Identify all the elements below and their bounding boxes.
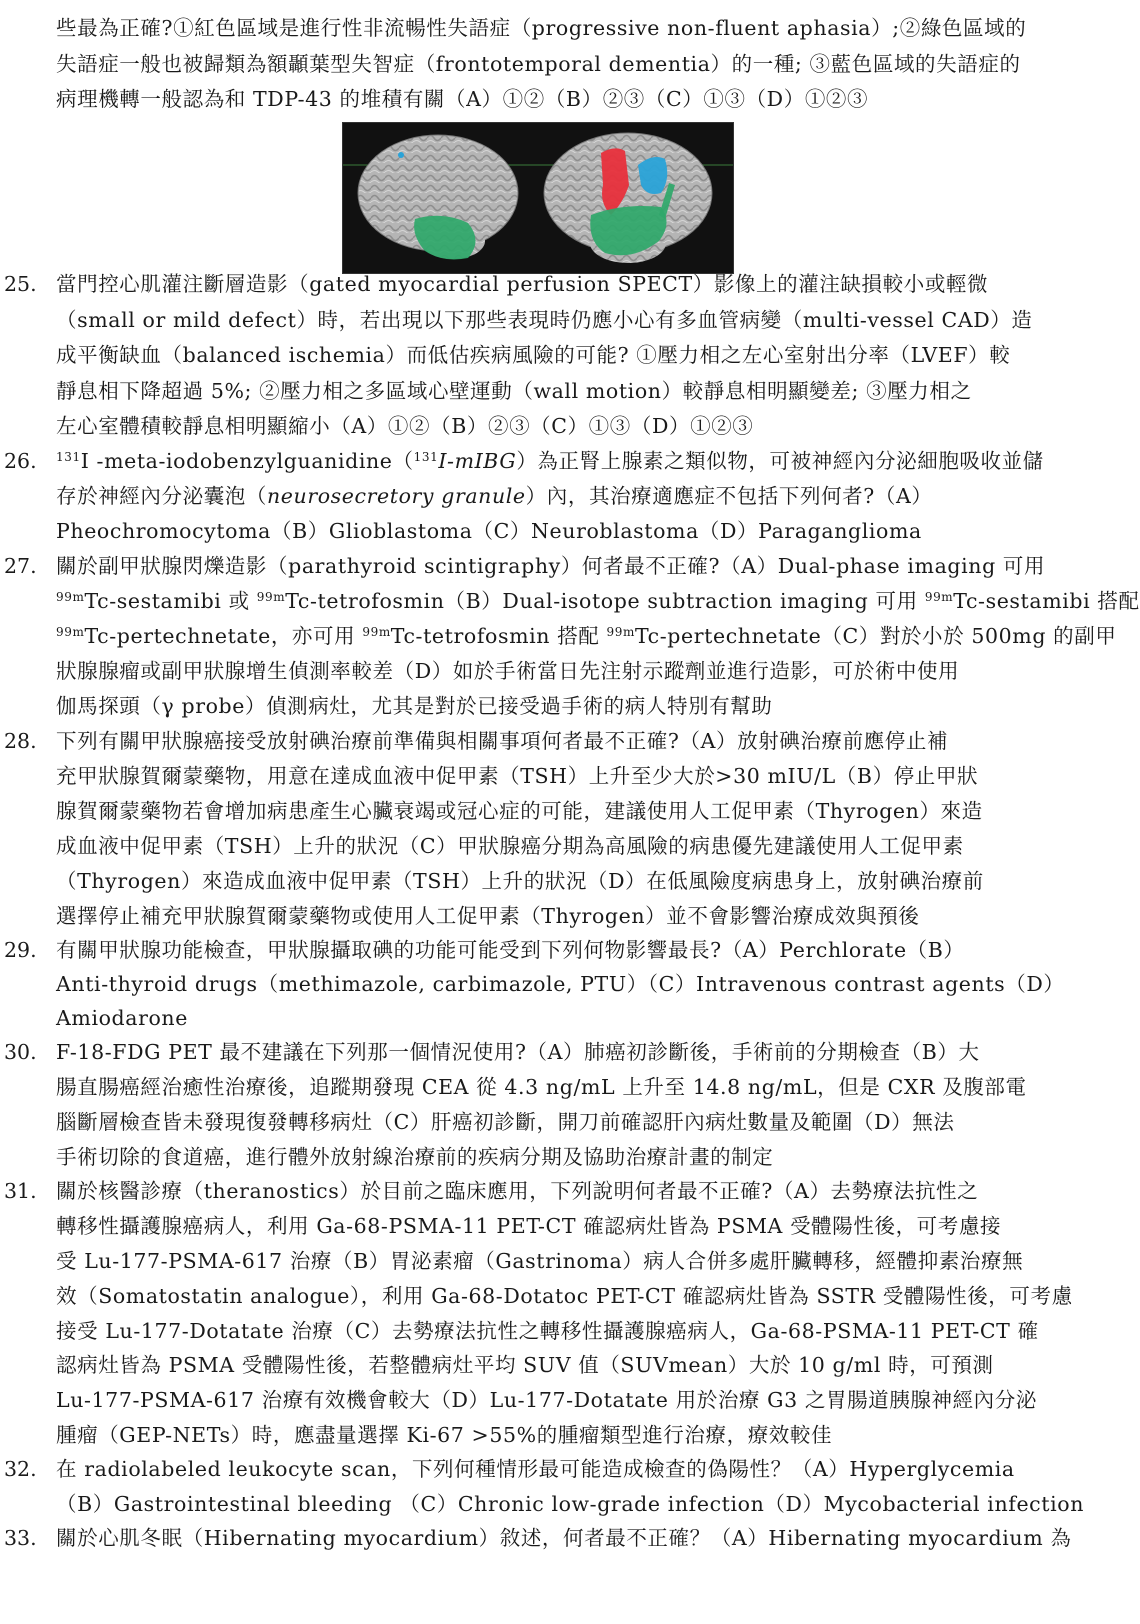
question-number: 32. xyxy=(4,1457,37,1481)
left-hemisphere xyxy=(358,135,518,259)
text-line: 左心室體積較靜息相明顯縮小（A）①②（B）②③（C）①③（D）①②③ xyxy=(56,414,754,438)
text-line: （Thyrogen）來造成血液中促甲素（TSH）上升的狀況（D）在低風險度病患身上，放射碘治療前 xyxy=(56,869,984,893)
text-line: （small or mild defect）時，若出現以下那些表現時仍應小心有多血管病變（multi-vessel CAD）造 xyxy=(56,308,1033,332)
text-line: 受 Lu-177-PSMA-617 治療（B）胃泌素瘤（Gastrinoma）病人合併多處肝臟轉移，經體抑素治療無 xyxy=(56,1249,1024,1273)
question-number: 26. xyxy=(4,449,37,473)
text-line: 下列有關甲狀腺癌接受放射碘治療前準備與相關事項何者最不正確?（A）放射碘治療前應停止補 xyxy=(56,729,949,753)
text-line: 效（Somatostatin analogue），利用 Ga-68-Dotatoc PET-CT 確認病灶皆為 SSTR 受體陽性後，可考慮 xyxy=(56,1284,1073,1308)
text-line: F-18-FDG PET 最不建議在下列那一個情況使用?（A）肺癌初診斷後，手術前的分期檢查（B）大 xyxy=(56,1040,980,1064)
text-line: 腦斷層檢查皆未發現復發轉移病灶（C）肝癌初診斷，開刀前確認肝內病灶數量及範圍（D）無法 xyxy=(56,1110,955,1134)
text-line: 成平衡缺血（balanced ischemia）而低估疾病風險的可能? ①壓力相之左心室射出分率（LVEF）較 xyxy=(56,343,1011,367)
text-line: 手術切除的食道癌，進行體外放射線治療前的疾病分期及協助治療計畫的制定 xyxy=(56,1145,774,1169)
text-line: 存於神經內分泌囊泡（neurosecretory granule）內，其治療適應症不包括下列何者?（A） xyxy=(56,484,933,508)
text-line: （B）Gastrointestinal bleeding （C）Chronic low-grade infection（D）Mycobacterial infection xyxy=(56,1492,1085,1516)
text-line: 些最為正確?①紅色區域是進行性非流暢性失語症（progressive non-fluent aphasia）;②綠色區域的 xyxy=(56,16,1027,40)
text-line: 病理機轉一般認為和 TDP-43 的堆積有關（A）①②（B）②③（C）①③（D）①②③ xyxy=(56,87,869,111)
text-line: Amiodarone xyxy=(56,1006,188,1030)
question-number: 30. xyxy=(4,1040,37,1064)
text-line: 在 radiolabeled leukocyte scan，下列何種情形最可能造成檢查的偽陽性？（A）Hyperglycemia xyxy=(56,1457,1015,1481)
text-line: 靜息相下降超過 5%; ②壓力相之多區域心壁運動（wall motion）較靜息相明顯變差; ③壓力相之 xyxy=(56,379,972,403)
text-line: 狀腺腺瘤或副甲狀腺增生偵測率較差（D）如於手術當日先注射示蹤劑並進行造影，可於術中使用 xyxy=(56,659,960,683)
question-number: 33. xyxy=(4,1526,37,1550)
text-line: 關於心肌冬眠（Hibernating myocardium）敘述，何者最不正確？（A）Hibernating myocardium 為 xyxy=(56,1526,1072,1550)
question-number: 28. xyxy=(4,729,37,753)
text-line: 伽馬探頭（γ probe）偵測病灶，尤其是對於已接受過手術的病人特別有幫助 xyxy=(56,694,773,718)
text-line: 充甲狀腺賀爾蒙藥物，用意在達成血液中促甲素（TSH）上升至少大於>30 mIU/L（B）停止甲狀 xyxy=(56,764,979,788)
brain-aphasia-figure xyxy=(342,122,734,274)
text-line: Pheochromocytoma（B）Glioblastoma（C）Neuroblastoma（D）Paraganglioma xyxy=(56,519,922,543)
question-number: 25. xyxy=(4,272,37,296)
text-line: $^{99m}$Tc-pertechnetate，亦可用 $^{99m}$Tc-tetrofosmin 搭配 $^{99m}$Tc-pertechnetate（C）對於小於 500mg 的副甲 xyxy=(56,624,1117,648)
text-line: 成血液中促甲素（TSH）上升的狀況（C）甲狀腺癌分期為高風險的病患優先建議使用人工促甲素 xyxy=(56,834,964,858)
text-line: 有關甲狀腺功能檢查，甲狀腺攝取碘的功能可能受到下列何物影響最長?（A）Perchlorate（B） xyxy=(56,938,965,962)
text-line: 關於核醫診療（theranostics）於目前之臨床應用，下列說明何者最不正確?（A）去勢療法抗性之 xyxy=(56,1179,979,1203)
text-line: $^{99m}$Tc-sestamibi 或 $^{99m}$Tc-tetrofosmin（B）Dual-isotope subtraction imaging 可用 $^{99m}$Tc-sestamibi 搭配 xyxy=(56,589,1140,613)
text-line: $^{131}$I -meta-iodobenzylguanidine（$^{131}$I-mIBG）為正腎上腺素之類似物，可被神經內分泌細胞吸收並儲 xyxy=(56,449,1044,473)
question-number: 31. xyxy=(4,1179,37,1203)
question-number: 29. xyxy=(4,938,37,962)
text-line: 認病灶皆為 PSMA 受體陽性後，若整體病灶平均 SUV 值（SUVmean）大於 10 g/ml 時，可預測 xyxy=(56,1353,994,1377)
text-line: 接受 Lu-177-Dotatate 治療（C）去勢療法抗性之轉移性攝護腺癌病人，Ga-68-PSMA-11 PET-CT 確 xyxy=(56,1319,1039,1343)
text-line: Lu-177-PSMA-617 治療有效機會較大（D）Lu-177-Dotatate 用於治療 G3 之胃腸道胰腺神經內分泌 xyxy=(56,1388,1037,1412)
brain-render-svg xyxy=(343,123,733,273)
right-hemisphere xyxy=(544,133,712,263)
text-line: 失語症一般也被歸類為額顳葉型失智症（frontotemporal dementia）的一種; ③藍色區域的失語症的 xyxy=(56,52,1021,76)
text-line: 腺賀爾蒙藥物若會增加病患產生心臟衰竭或冠心症的可能，建議使用人工促甲素（Thyrogen）來造 xyxy=(56,799,983,823)
text-line: Anti-thyroid drugs（methimazole, carbimazole, PTU）（C）Intravenous contrast agents（D） xyxy=(56,972,1065,996)
text-line: 選擇停止補充甲狀腺賀爾蒙藥物或使用人工促甲素（Thyrogen）並不會影響治療成效與預後 xyxy=(56,904,920,928)
text-line: 腫瘤（GEP-NETs）時，應盡量選擇 Ki-67 >55%的腫瘤類型進行治療，療效較佳 xyxy=(56,1423,833,1447)
text-line: 當門控心肌灌注斷層造影（gated myocardial perfusion SPECT）影像上的灌注缺損較小或輕微 xyxy=(56,272,989,296)
text-line: 轉移性攝護腺癌病人，利用 Ga-68-PSMA-11 PET-CT 確認病灶皆為 PSMA 受體陽性後，可考慮接 xyxy=(56,1214,1002,1238)
question-number: 27. xyxy=(4,554,37,578)
text-line: 腸直腸癌經治癒性治療後，追蹤期發現 CEA 從 4.3 ng/mL 上升至 14.8 ng/mL，但是 CXR 及腹部電 xyxy=(56,1075,1027,1099)
text-line: 關於副甲狀腺閃爍造影（parathyroid scintigraphy）何者最不正確?（A）Dual-phase imaging 可用 xyxy=(56,554,1046,578)
